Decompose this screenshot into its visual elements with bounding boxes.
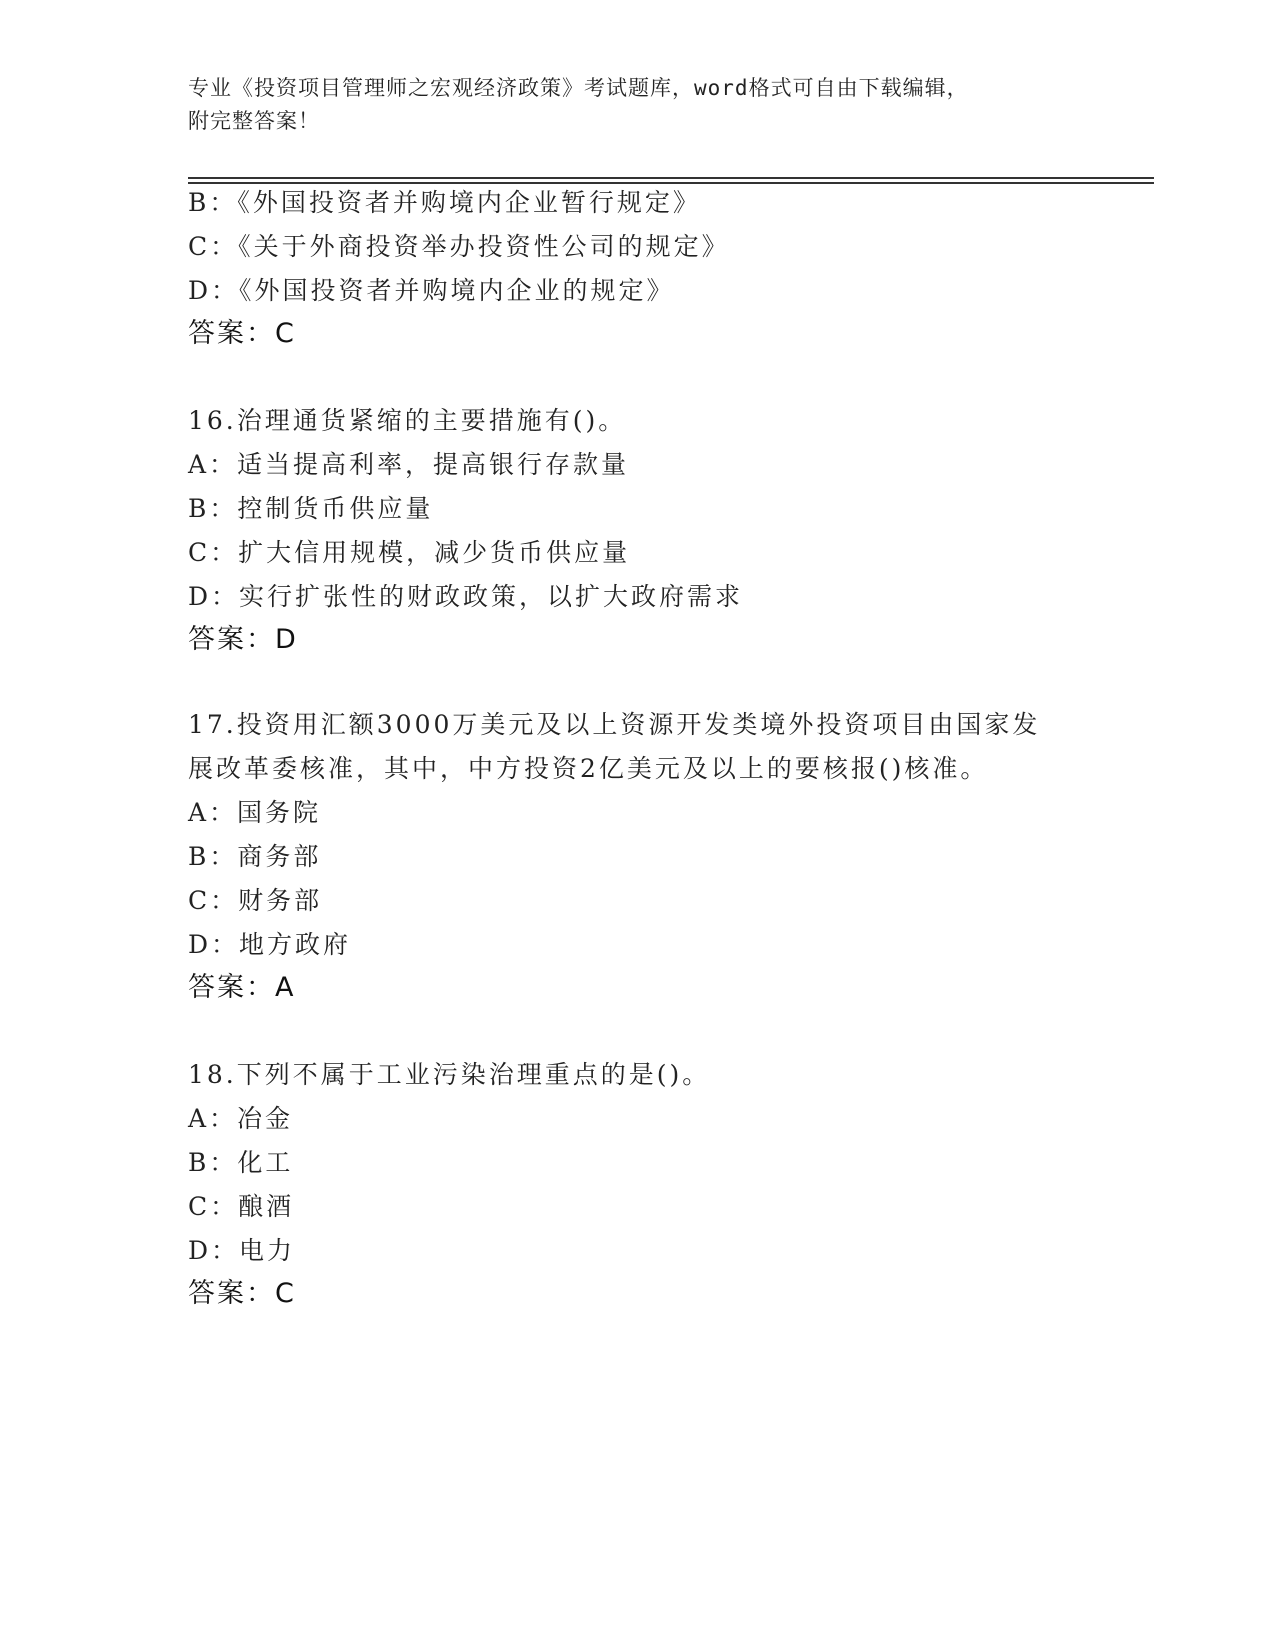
header-divider-top	[188, 177, 1154, 179]
q17-question-line-2: 展改革委核准，其中，中方投资2亿美元及以上的要核报()核准。	[188, 754, 989, 783]
q16-question: 16.治理通货紧缩的主要措施有()。	[188, 406, 627, 435]
q16-option-a: A：适当提高利率，提高银行存款量	[188, 450, 630, 479]
q18-option-b: B：化工	[188, 1148, 294, 1177]
q18-option-c: C：酿酒	[188, 1192, 295, 1221]
q17-option-a: A：国务院	[188, 798, 322, 827]
q18-option-d: D：电力	[188, 1236, 296, 1265]
q18-answer: 答案：C	[188, 1278, 296, 1309]
q15-option-b: B：《外国投资者并购境内企业暂行规定》	[188, 188, 701, 217]
q16-answer: 答案：D	[188, 624, 298, 655]
q15-option-c: C：《关于外商投资举办投资性公司的规定》	[188, 232, 730, 261]
q15-answer: 答案：C	[188, 318, 296, 349]
q17-question-line-1: 17.投资用汇额3000万美元及以上资源开发类境外投资项目由国家发	[188, 710, 1041, 739]
q15-option-d: D：《外国投资者并购境内企业的规定》	[188, 276, 675, 305]
q17-option-d: D：地方政府	[188, 930, 352, 959]
q16-option-b: B：控制货币供应量	[188, 494, 434, 523]
q16-option-c: C：扩大信用规模，减少货币供应量	[188, 538, 631, 567]
q18-question: 18.下列不属于工业污染治理重点的是()。	[188, 1060, 711, 1089]
header-line-1: 专业《投资项目管理师之宏观经济政策》考试题库，word格式可自由下载编辑，	[188, 76, 969, 100]
header-line-2: 附完整答案！	[188, 109, 320, 133]
q16-option-d: D：实行扩张性的财政政策，以扩大政府需求	[188, 582, 744, 611]
q17-option-b: B：商务部	[188, 842, 322, 871]
header-divider-bottom	[188, 182, 1154, 184]
q17-option-c: C：财务部	[188, 886, 323, 915]
q17-answer: 答案：A	[188, 972, 296, 1003]
document-header	[188, 72, 1088, 138]
q18-option-a: A：冶金	[188, 1104, 294, 1133]
